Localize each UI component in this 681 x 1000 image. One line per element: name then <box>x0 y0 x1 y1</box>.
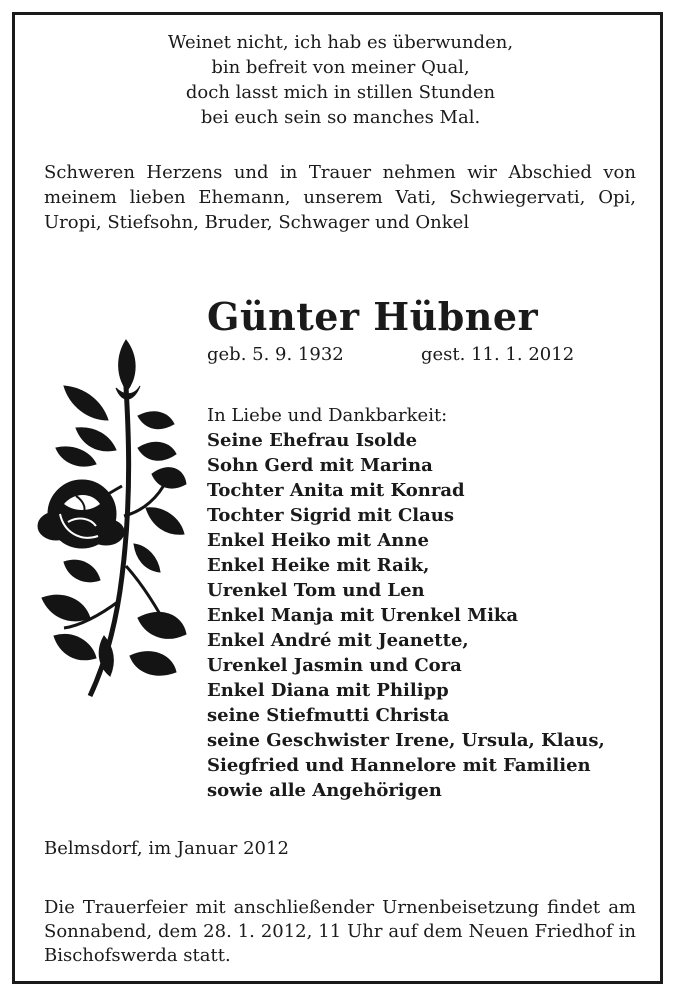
mourner-line: Seine Ehefrau Isolde <box>207 430 418 451</box>
death-date: gest. 11. 1. 2012 <box>421 344 575 365</box>
mourner-line: Enkel Manja mit Urenkel Mika <box>207 605 519 626</box>
poem-line: bei euch sein so manches Mal. <box>200 107 481 128</box>
thanks-heading: In Liebe und Dankbarkeit: <box>207 405 448 426</box>
mourner-line: Tochter Sigrid mit Claus <box>207 505 455 526</box>
mourner-line: Enkel Diana mit Philipp <box>207 680 449 701</box>
mourner-line: seine Stiefmutti Christa <box>207 705 450 726</box>
mourner-line: Sohn Gerd mit Marina <box>207 455 433 476</box>
funeral-info: Die Trauerfeier mit anschließender Urnenbeisetzung findet am Sonnabend, dem 28. 1. 2012, 11 Uhr auf dem Neuen Friedhof in Bischofswerda statt. <box>44 897 636 966</box>
mourner-line: sowie alle Angehörigen <box>207 780 442 801</box>
rose-icon <box>34 336 194 701</box>
mourner-line: Tochter Anita mit Konrad <box>207 480 465 501</box>
birth-date: geb. 5. 9. 1932 <box>207 344 344 365</box>
mourner-line: Urenkel Tom und Len <box>207 580 425 601</box>
place-date: Belmsdorf, im Januar 2012 <box>44 838 289 859</box>
mourner-line: Enkel Heike mit Raik, <box>207 555 430 576</box>
poem <box>0 30 681 130</box>
mourner-line: Enkel Heiko mit Anne <box>207 530 429 551</box>
intro-text: Schweren Herzens und in Trauer nehmen wir Abschied von meinem lieben Ehemann, unserem Vati, Schwiegervati, Opi, Uropi, Stiefsohn, Bruder, Schwager und Onkel <box>44 162 636 233</box>
mourner-line: Enkel André mit Jeanette, <box>207 630 469 651</box>
mourners-list <box>207 428 605 803</box>
mourner-line: seine Geschwister Irene, Ursula, Klaus, <box>207 730 605 751</box>
deceased-name: Günter Hübner <box>207 294 539 339</box>
mourner-line: Urenkel Jasmin und Cora <box>207 655 462 676</box>
mourner-line: Siegfried und Hannelore mit Familien <box>207 755 591 776</box>
poem-line: bin befreit von meiner Qual, <box>211 57 470 78</box>
poem-line: Weinet nicht, ich hab es überwunden, <box>167 32 514 53</box>
poem-line: doch lasst mich in stillen Stunden <box>185 82 496 103</box>
